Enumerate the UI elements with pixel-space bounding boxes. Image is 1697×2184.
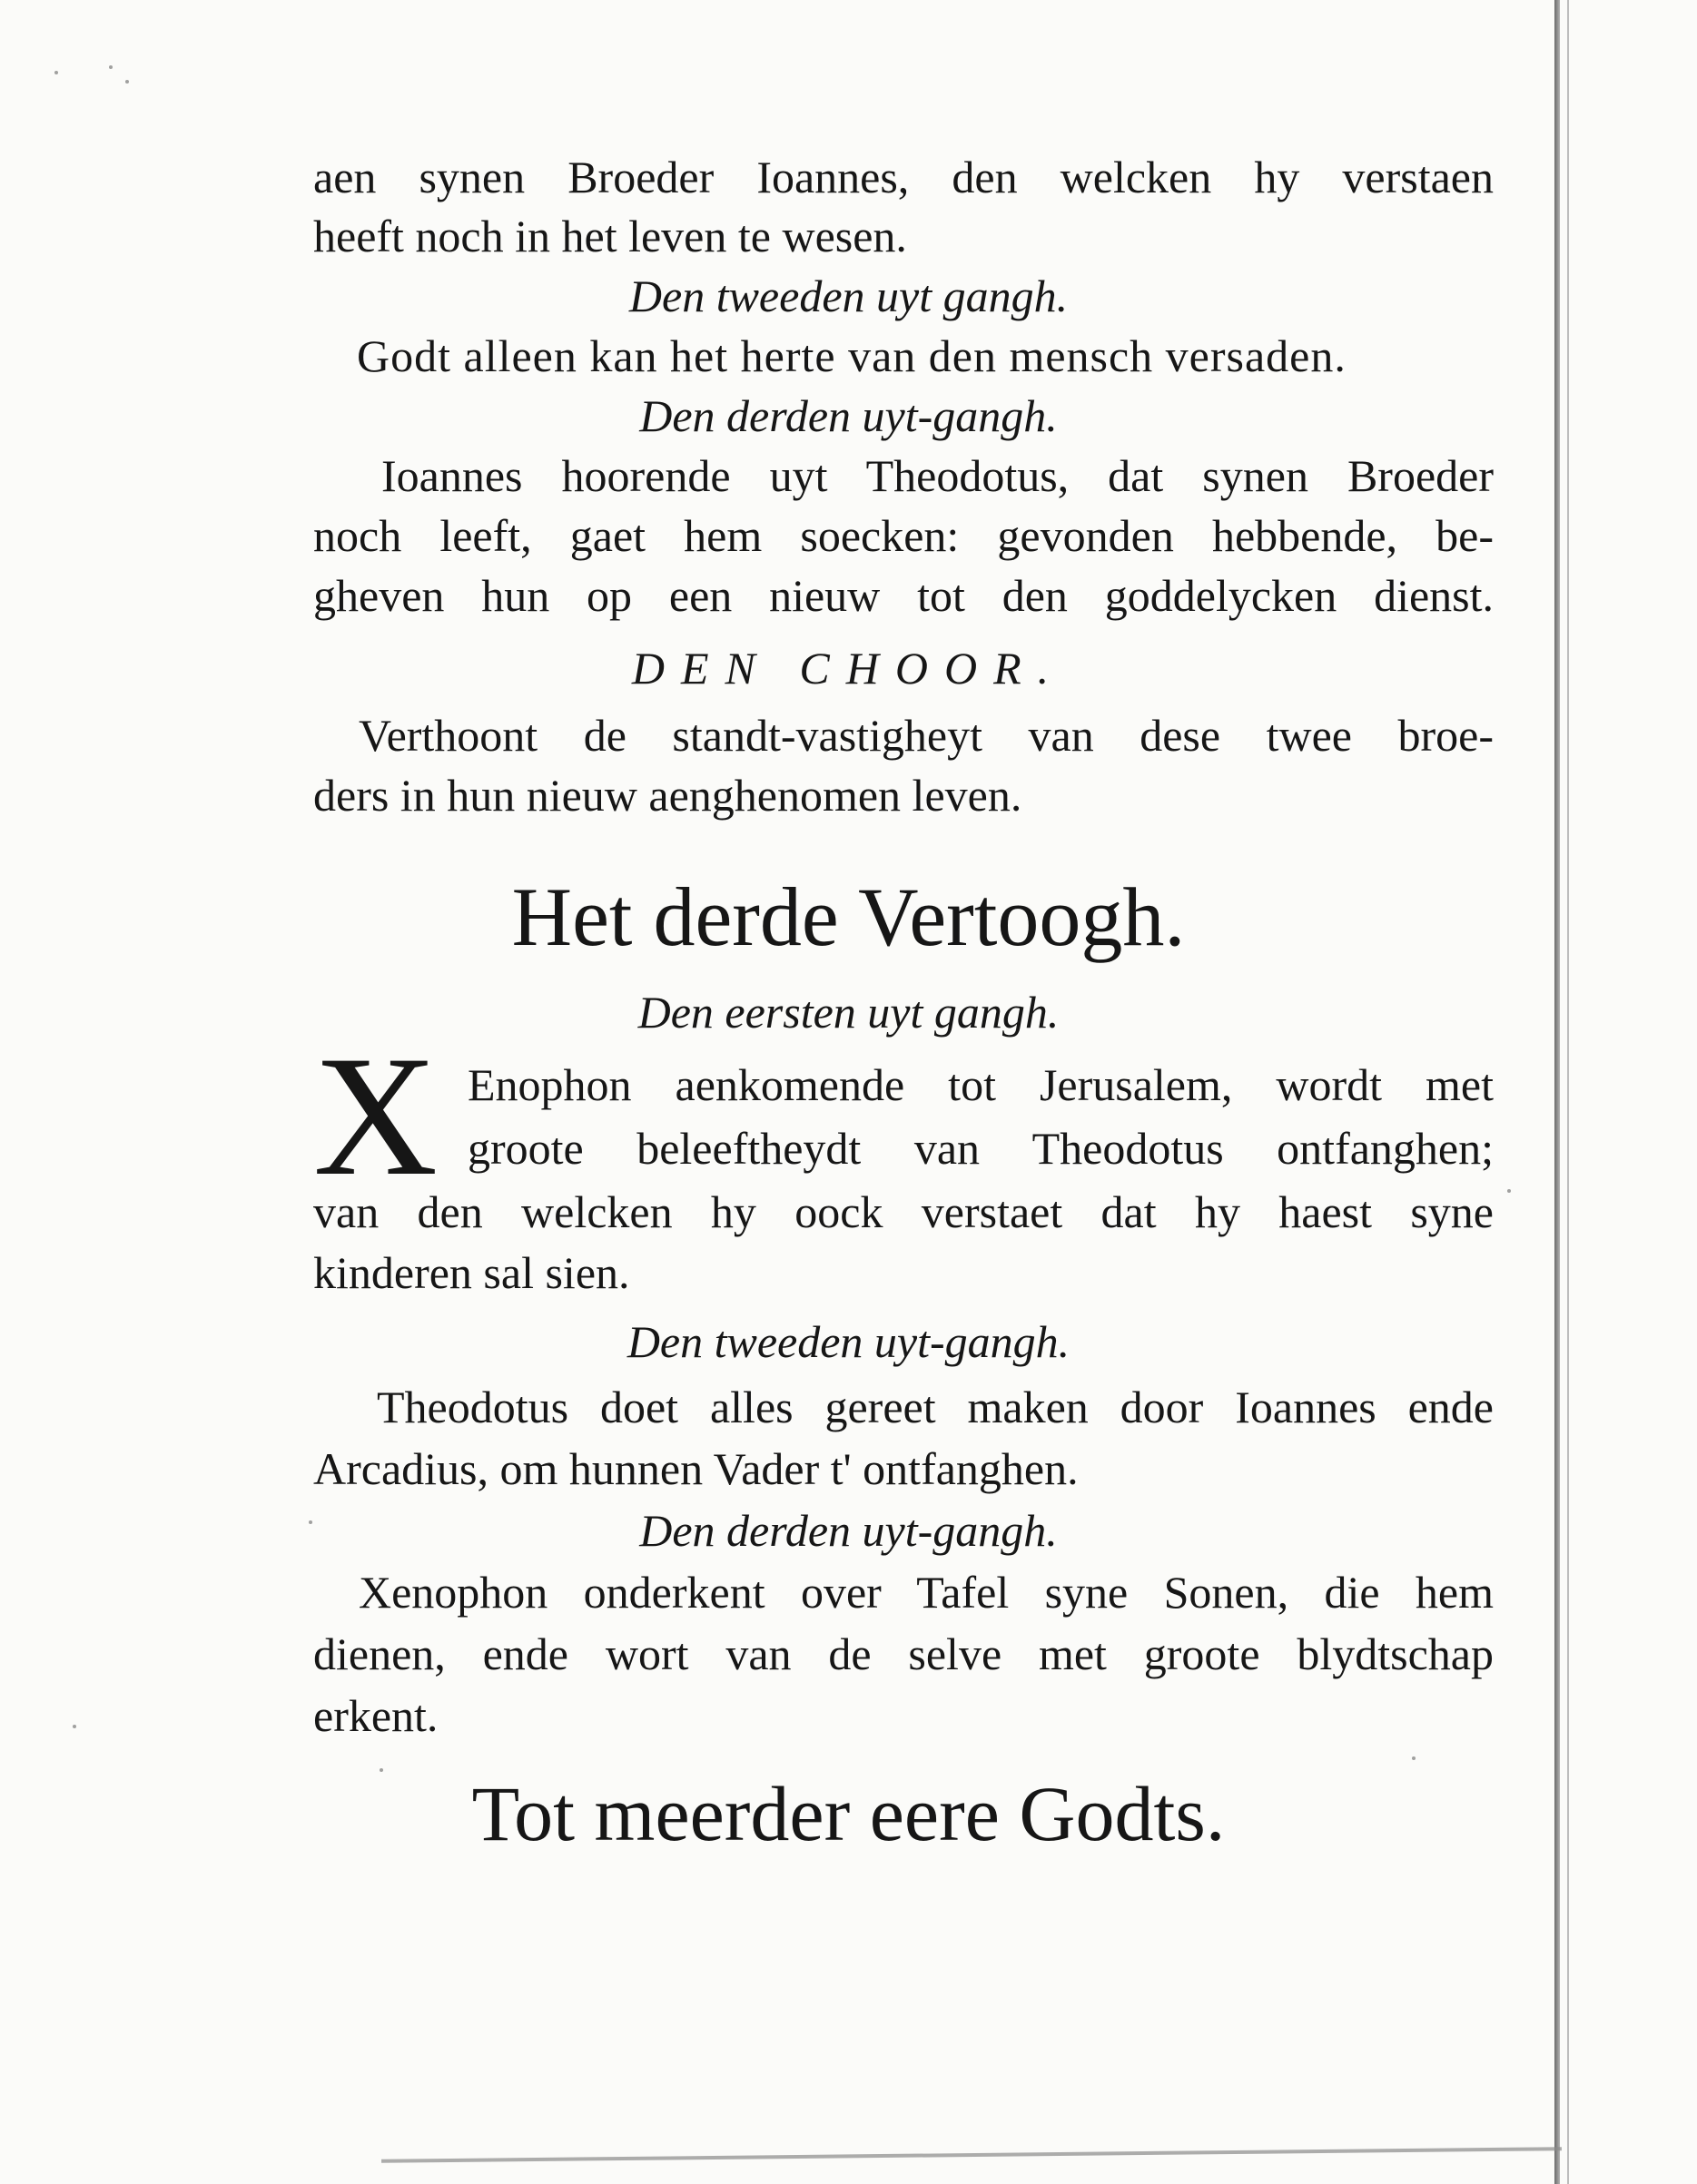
text-line: gheven hun op een nieuw tot den goddelycken dienst. <box>313 570 1494 621</box>
speck <box>1412 1756 1416 1760</box>
chorus-heading: DEN CHOOR. <box>631 643 1066 694</box>
text-line: Theodotus doet alles gereet maken door Ioannes ende <box>377 1382 1494 1432</box>
page-edge-bottom <box>381 2147 1562 2163</box>
section-heading: Den derden uyt-gangh. <box>639 1505 1058 1556</box>
text-line: heeft noch in het leven te wesen. <box>313 211 907 261</box>
section-heading: Den eersten uyt gangh. <box>637 987 1060 1038</box>
text-line: noch leeft, gaet hem soecken: gevonden hebbende, be- <box>313 510 1494 561</box>
speck <box>1507 1189 1511 1193</box>
text-line: groote beleeftheydt van Theodotus ontfanghen; <box>468 1123 1494 1174</box>
section-heading: Den derden uyt-gangh. <box>639 390 1058 441</box>
speck <box>125 80 129 84</box>
section-heading: Den tweeden uyt-gangh. <box>627 1316 1070 1367</box>
text-line: van den welcken hy oock verstaet dat hy haest syne <box>313 1186 1494 1237</box>
closing-line: Tot meerder eere Godts. <box>471 1770 1226 1857</box>
section-heading: Den tweeden uyt gangh. <box>628 271 1069 321</box>
act-heading: Het derde Vertoogh. <box>511 871 1186 963</box>
text-line: Enophon aenkomende tot Jerusalem, wordt met <box>468 1059 1494 1110</box>
text-line: Godt alleen kan het herte van den mensch versaden. <box>357 330 1347 381</box>
speck <box>109 65 113 69</box>
text-line: Ioannes hoorende uyt Theodotus, dat synen Broeder <box>381 450 1494 501</box>
text-line: kinderen sal sien. <box>313 1247 630 1298</box>
speck <box>73 1725 76 1728</box>
text-line: erkent. <box>313 1690 439 1741</box>
text-line: dienen, ende wort van de selve met groote blydtschap <box>313 1628 1494 1679</box>
text-line: Xenophon onderkent over Tafel syne Sonen, die hem <box>359 1567 1494 1618</box>
drop-capital: X <box>313 1021 439 1212</box>
text-line: ders in hun nieuw aenghenomen leven. <box>313 770 1022 821</box>
text-line: aen synen Broeder Ioannes, den welcken hy verstaen <box>313 152 1494 202</box>
text-line: Verthoont de standt-vastigheyt van dese twee broe- <box>359 710 1494 761</box>
text-line: Arcadius, om hunnen Vader t' ontfanghen. <box>313 1443 1079 1494</box>
speck <box>54 71 58 74</box>
